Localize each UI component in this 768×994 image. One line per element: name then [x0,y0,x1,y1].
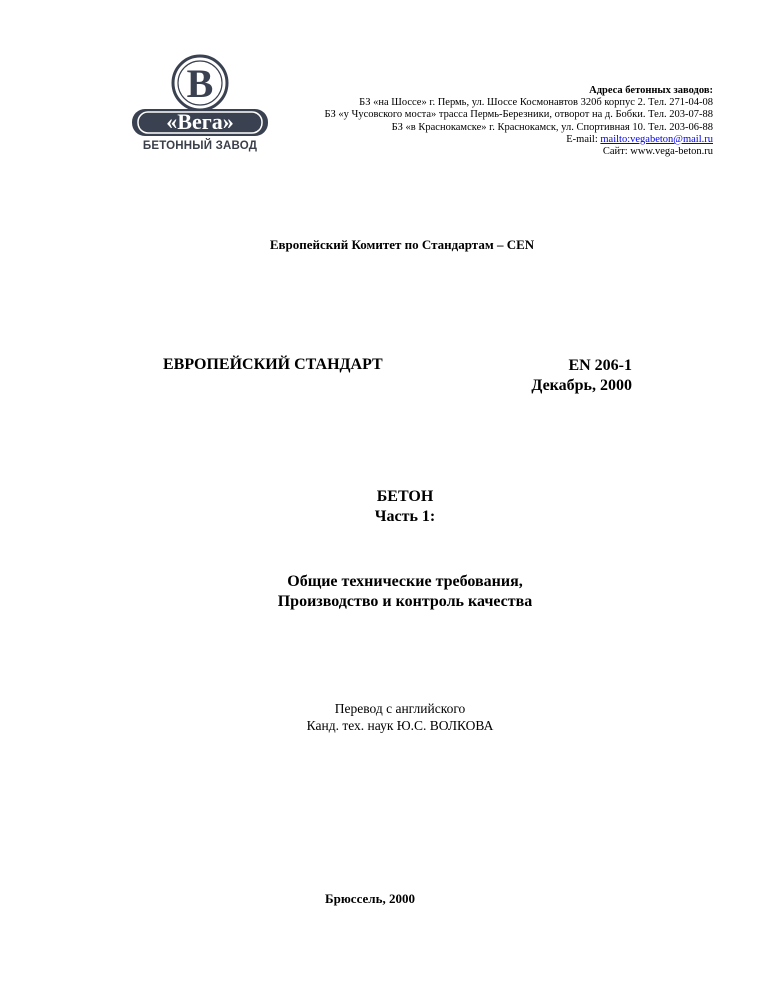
subtitle-line: Общие технические требования, [287,573,523,590]
email-link[interactable]: mailto:vegabeton@mail.ru [600,133,713,145]
title-line: БЕТОН [376,488,434,505]
subtitle-line: Производство и контроль качества [277,593,533,610]
translation-line: Перевод с английского [334,701,466,716]
document-subtitle [0,572,768,612]
addresses-heading: Адреса бетонных заводов: [589,85,713,96]
logo-letter: B [186,61,214,106]
standard-number: EN 206-1 [568,357,632,374]
logo-brand: «Вега» [166,109,234,134]
address-line: БЗ «у Чусовского моста» трасса Пермь-Березники, отворот на д. Бобки. Тел. 203-07-88 [324,109,713,121]
committee-heading: Европейский Комитет по Стандартам – CEN [269,237,535,252]
title-line: Часть 1: [374,508,436,525]
plant-addresses [243,85,713,158]
logo-caption: БЕТОННЫЙ ЗАВОД [142,140,258,152]
website-line: Сайт: www.vega-beton.ru [602,146,713,158]
email-line [243,134,713,146]
translator-name: Канд. тех. наук Ю.С. ВОЛКОВА [306,718,494,733]
document-title [0,487,768,527]
standard-date: Декабрь, 2000 [531,377,632,394]
address-line: БЗ «на Шоссе» г. Пермь, ул. Шоссе Космонавтов 320б корпус 2. Тел. 271-04-08 [359,97,713,109]
standard-label: ЕВРОПЕЙСКИЙ СТАНДАРТ [163,356,383,373]
standard-id-block [531,356,632,396]
address-line: БЗ «в Краснокамске» г. Краснокамск, ул. Спортивная 10. Тел. 203-06-88 [391,121,713,133]
place-year: Брюссель, 2000 [325,891,415,906]
email-label: E-mail: [566,133,601,145]
translation-credit [0,700,768,734]
